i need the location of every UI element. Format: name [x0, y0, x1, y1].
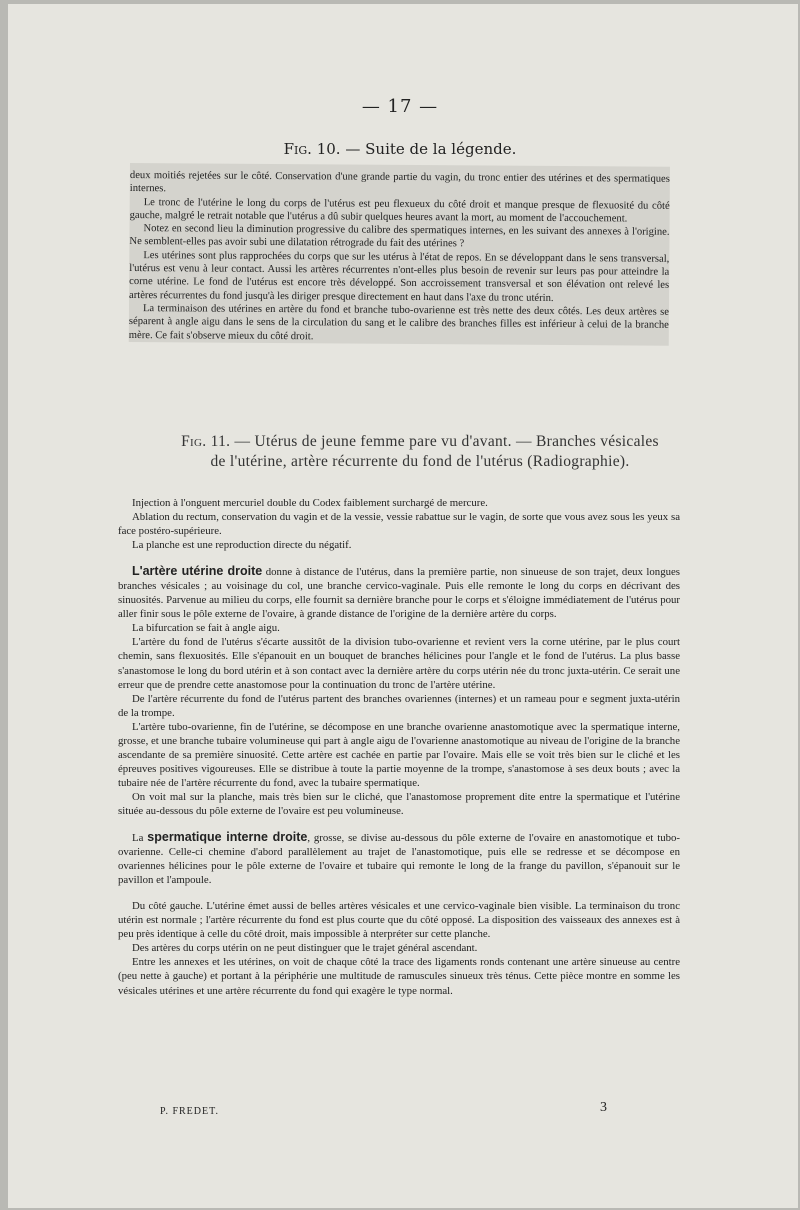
body-paragraph: L'artère tubo-ovarienne, fin de l'utérine, se décompose en une branche ovarienne anastomotique avec la spermatique interne, grosse, et une branche tubaire volumineuse qui part à angle aigu de l'ovarienne anastomotique au niveau de l'origine de la branche ascendante de sa première sinuosité. Cette artère est cachée en partie par l'ovaire. Mais elle se voit très bien sur le cliché et les épreuves positives vigoureuses. Elle se distribue à toute la partie moyenne de la trompe, s'anastomose à ses deux bouts ; avec la tubaire née de l'artère récurrente du fond, avec la tubaire spermatique.: [118, 720, 680, 789]
body-paragraph: Des artères du corps utérin on ne peut distinguer que le trajet général ascendant.: [132, 942, 478, 955]
body-paragraph: Ablation du rectum, conservation du vagin et de la vessie, vessie rabattue sur le vagin, de sorte que vous avez sous les yeux sa face postéro-supérieure.: [118, 511, 680, 538]
lead-heading: L'artère utérine droite: [132, 564, 263, 579]
legend-paragraph: La terminaison des utérines en artère du fond et branche tubo-ovarienne est très nette des deux côtés. Les deux artères se séparent à angle aigu dans le sens de la circulation du sang et le calibre des branches filles est inférieur à celui de la branche mère. Ce fait s'observe mieux du côté droit.: [128, 303, 670, 342]
lead-heading: spermatique interne droite: [147, 830, 308, 845]
page-number: — 17 —: [361, 96, 439, 117]
figure-11-label: Fig. 11.: [181, 433, 231, 450]
author-signature: P. FREDET.: [160, 1106, 219, 1117]
figure-10-label: Fig. 10.: [283, 140, 341, 158]
body-paragraph: La planche est une reproduction directe du négatif.: [132, 539, 352, 552]
figure-11-title-line2: de l'utérine, artère récurrente du fond de l'utérus (Radiographie).: [210, 453, 630, 470]
legend-paragraph: Notez en second lieu la diminution progressive du calibre des spermatiques internes, en les suivant des annexes à l'origine. Ne semblent-elles pas avoir subi une dilatation rétrograde du fait des utérines ?: [129, 223, 670, 250]
figure-11-heading: [120, 432, 720, 472]
figure-10-title: — Suite de la légende.: [345, 140, 517, 158]
body-paragraph-right-uterine: [118, 564, 680, 621]
legend-paragraph: Le tronc de l'utérine le long du corps de l'utérus est peu flexueux du côté droit et manque presque de flexuosité du côté gauche, malgré le retrait notable que l'utérus a dû subir quelques heures avant la mort, au moment de l'accouchement.: [129, 196, 670, 225]
figure-10-heading: [0, 140, 800, 158]
figure-10-legend: [129, 163, 670, 346]
body-paragraph: De l'artère récurrente du fond de l'utérus partent des branches ovariennes (internes) et un rameau pour e segment juxta-utérin de la trompe.: [118, 692, 680, 719]
body-paragraph-spermatic: [118, 830, 680, 887]
body-paragraph: Entre les annexes et les utérines, on voit de chaque côté la trace des ligaments ronds contenant une artère sinueuse au centre (peu nette à gauche) et portant à la périphérie une multitude de ramuscules sinueux très ténus. Cette pièce montre en somme les vésicales utérines et une artère récurrente du fond qui exagère le type normal.: [118, 956, 680, 997]
body-paragraph: L'artère du fond de l'utérus s'écarte aussitôt de la division tubo-ovarienne et revient vers la corne utérine, par le plus court chemin, sans flexuosités. Elle s'épanouit en un bouquet de branches hélicines pour l'angle et le fond de l'utérus. La plus basse s'anastomose le long du bord utérin et à son contact avec la dernière artère du corps utérin née du tronc juxta-utérin. Ce serait une erreur que de prendre cette anastomose pour la continuation du tronc de l'artère utérine.: [118, 636, 680, 691]
figure-11-description: [118, 496, 680, 998]
paragraph-text: , grosse, se divise au-dessous du pôle externe de l'ovaire en anastomotique et tubo-ovarienne. Celle-ci chemine d'abord parallèlement au trajet de l'anastomotique, puis elle se redresse et se décompose en ovariennes hélicines pour le pôle externe de l'ovaire et tubaire qui remonte le long de la frange du pavillon, s'épanouit sur le pavillon et l'ampoule.: [118, 832, 680, 887]
paragraph-text: donne à distance de l'utérus, dans la première partie, non sinueuse de son trajet, deux longues branches vésicales ; au voisinage du col, une branche cervico-vaginale. Puis elle remonte le long du corps en décrivant des sinuosités. Parvenue au milieu du corps, elle fournit sa dernière branche pour le corps et s'éloigne immédiatement de l'utérus pour aller finir sous le pôle externe de l'ovaire, à grande distance de l'origine de la dernière artère du corps.: [118, 566, 680, 621]
legend-paragraph: Les utérines sont plus rapprochées du corps que sur les utérus à l'état de repos. En se développant dans le sens transversal, l'utérus est venu à leur contact. Aussi les artères récurrentes n'ont-elles plus besoin de revenir sur leurs pas pour atteindre la corne utérine. Le fond de l'utérus est encore très développé. Son accroissement transversal et son élévation ont relevé les artères récurrentes du fond jusqu'à les diriger presque directement en haut dans l'axe du tronc utérin.: [129, 249, 670, 304]
body-paragraph: La bifurcation se fait à angle aigu.: [132, 622, 280, 635]
figure-11-title-line1: — Utérus de jeune femme pare vu d'avant. — Branches vésicales: [234, 433, 659, 450]
legend-paragraph: deux moitiés rejetées sur le côté. Conservation d'une grande partie du vagin, du tronc entier des utérines et des spermatiques internes.: [129, 169, 670, 195]
body-paragraph: Du côté gauche. L'utérine émet aussi de belles artères vésicales et une cervico-vaginale bien visible. La terminaison du tronc utérin est normale ; l'artère récurrente du fond est plus courte que du côté opposé. La disposition des vaisseaux des annexes est à peu près identique à celle du côté droit, mais impossible à nterpréter sur cette planche.: [118, 900, 680, 941]
body-paragraph: Injection à l'onguent mercuriel double du Codex faiblement surchargé de mercure.: [132, 497, 488, 509]
paragraph-text: La: [132, 832, 148, 845]
sheet-number: 3: [600, 1100, 607, 1115]
body-paragraph: On voit mal sur la planche, mais très bien sur le cliché, que l'anastomose proprement dite entre la spermatique et l'utérine située au-dessous du pôle externe de l'ovaire est peu volumineuse.: [118, 790, 680, 817]
